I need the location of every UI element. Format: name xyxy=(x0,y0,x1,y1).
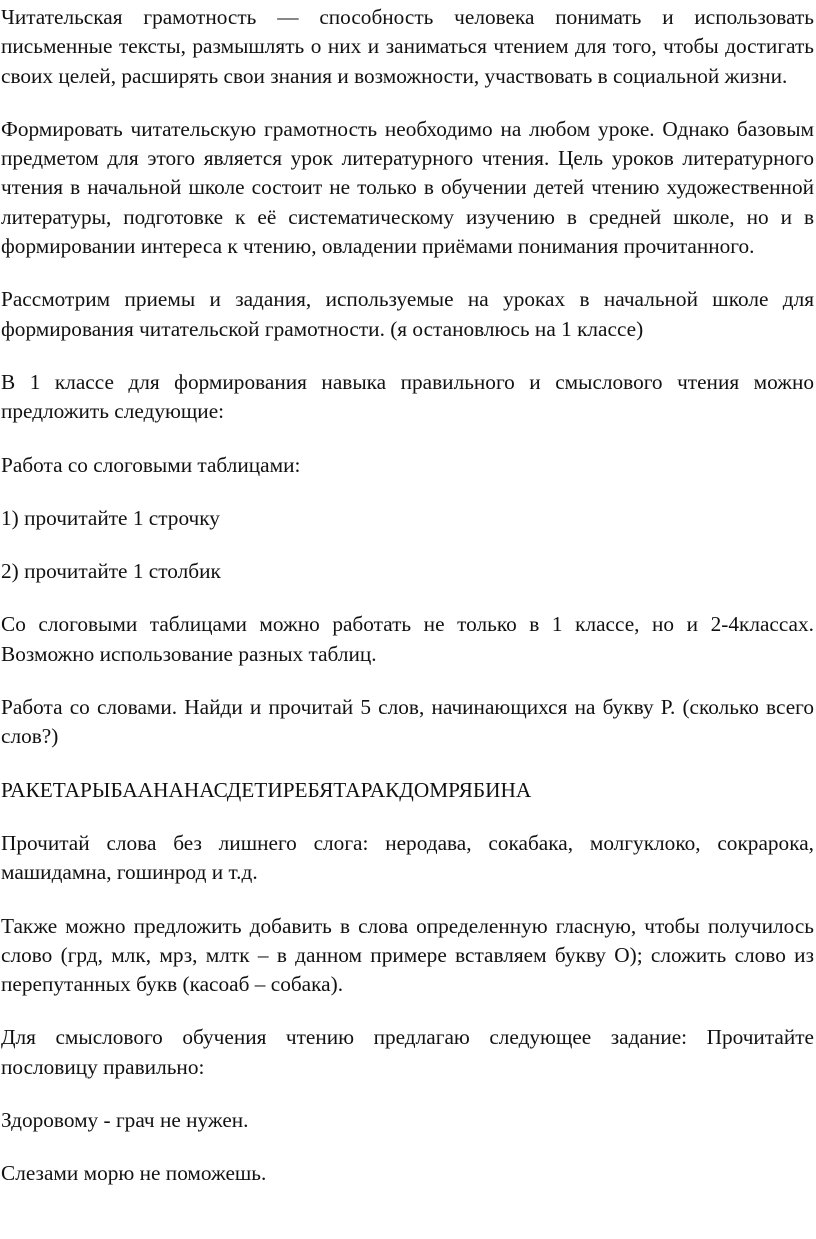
paragraph-word-work: Работа со словами. Найди и прочитай 5 слов, начинающихся на букву Р. (сколько всего слов?) xyxy=(1,695,814,749)
letter-string: РАКЕТАРЫБААНАНАСДЕТИРЕБЯТАРАКДОМРЯБИНА xyxy=(1,777,532,802)
paragraph-syllable-tables: Работа со слоговыми таблицами: xyxy=(1,452,301,477)
paragraph-tables-usage: Со слоговыми таблицами можно работать не только в 1 классе, но и 2-4классах. Возможно использование разных таблиц. xyxy=(1,612,814,666)
paragraph-methods-intro: Рассмотрим приемы и задания, используемые на уроках в начальной школе для формирования читательской грамотности. (я остановлюсь на 1 классе) xyxy=(1,287,814,341)
paragraph-proverb-task: Для смыслового обучения чтению предлагаю следующее задание: Прочитайте пословицу правильно: xyxy=(1,1025,814,1079)
list-item-read-row: 1) прочитайте 1 строчку xyxy=(1,505,220,530)
proverb-first: Здоровому - грач не нужен. xyxy=(1,1108,249,1133)
proverb-second: Слезами морю не поможешь. xyxy=(1,1161,267,1186)
paragraph-literary-reading: Формировать читательскую грамотность необходимо на любом уроке. Однако базовым предметом для этого является урок литературного чтения. Цель уроков литературного чтения в начальной школе состоит не только в обучении детей чтению художественной литературы, подготовке к её систематическому изучению в средней школе, но и в формировании интереса к чтению, овладении приёмами понимания прочитанного. xyxy=(1,116,814,259)
paragraph-first-grade: В 1 классе для формирования навыка правильного и смыслового чтения можно предложить следующие: xyxy=(1,369,814,424)
paragraph-extra-syllable: Прочитай слова без лишнего слога: неродава, сокабака, молгуклоко, сокрарока, машидамна, гошинрод и т.д. xyxy=(1,830,814,885)
paragraph-definition: Читательская грамотность — способность человека понимать и использовать письменные тексты, размышлять о них и заниматься чтением для того, чтобы достигать своих целей, расширять свои знания и возможности, участвовать в социальной жизни. xyxy=(1,5,814,88)
paragraph-vowel-task: Также можно предложить добавить в слова определенную гласную, чтобы получилось слово (грд, млк, мрз, млтк – в данном примере вставляем букву О); сложить слово из перепутанных букв (касоаб – собака). xyxy=(1,913,814,997)
list-item-read-column: 2) прочитайте 1 столбик xyxy=(1,559,221,584)
